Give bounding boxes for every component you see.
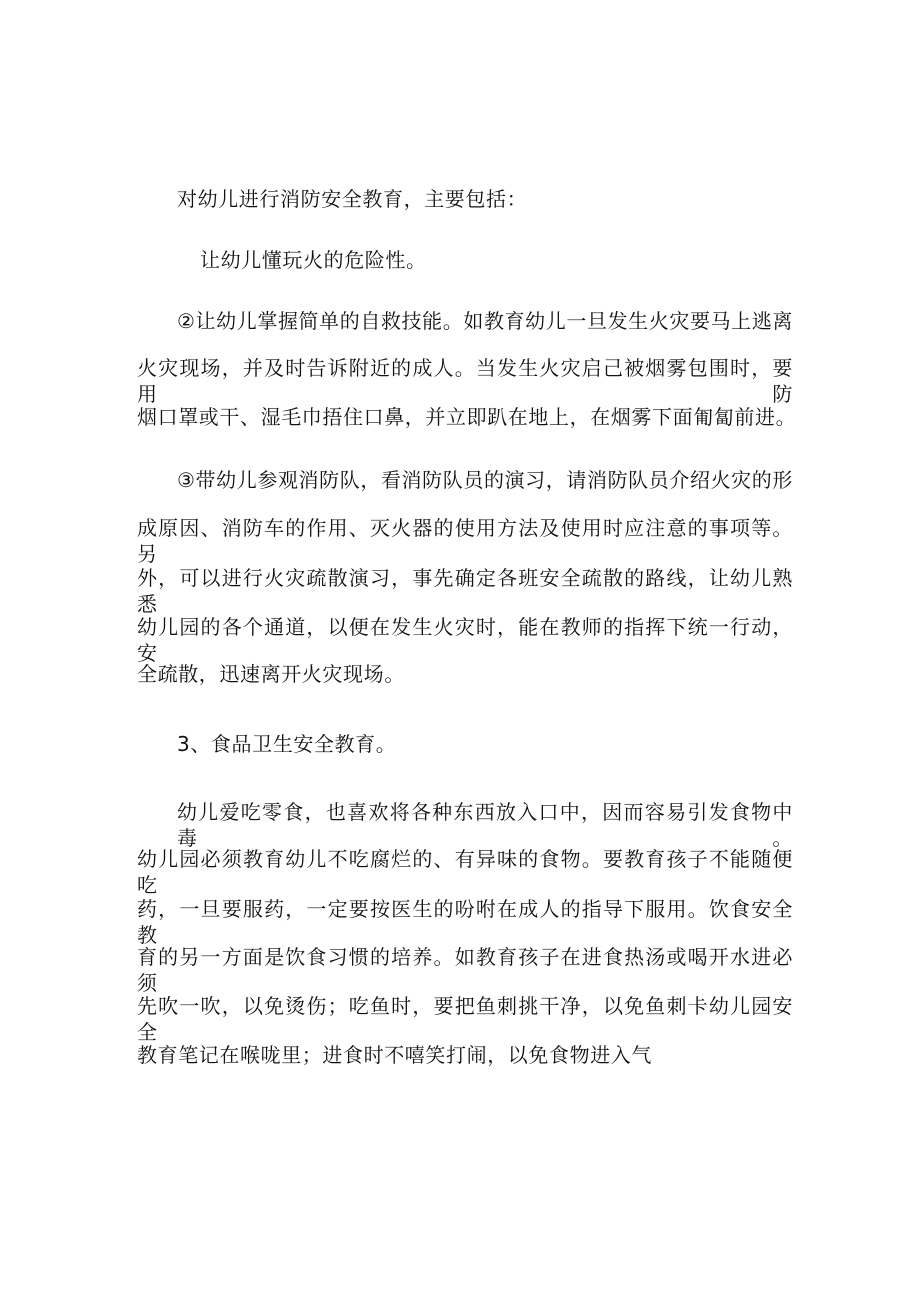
item-2-line-1: ②让幼儿掌握简单的自救技能。如教育幼儿一旦发生火灾要马上逃离 (177, 309, 793, 333)
section-3-line-3: 药，一旦要服药，一定要按医生的吩咐在成人的指导下服用。饮食安全教 (137, 897, 793, 947)
section-3-line-4: 育的另一方面是饮食习惯的培养。如教育孩子在进食热汤或喝开水进必须 (137, 945, 793, 995)
item-3-line-3: 外，可以进行火灾疏散演习，事先确定各班安全疏散的路线，让幼儿熟悉 (137, 566, 793, 616)
section-3-line-2: 幼儿园必须教育幼儿不吃腐烂的、有异味的食物。要教育孩子不能随便吃 (137, 847, 793, 897)
item-2-line-2: 火灾现场，并及时告诉附近的成人。当发生火灾启己被烟雾包围时，要用防 (137, 356, 793, 406)
section-3-heading: 3、食品卫生安全教育。 (177, 732, 397, 756)
item-3-line-1: ③带幼儿参观消防队，看消防队员的演习，请消防队员介绍火灾的形 (177, 468, 793, 492)
item-1-text: 让幼儿懂玩火的危险性。 (200, 248, 427, 272)
section-3-line-1: 幼儿爱吃零食，也喜欢将各种东西放入口中，因而容易引发食物中毒。 (177, 800, 793, 850)
item-2-line-3: 烟口罩或干、湿毛巾捂住口鼻，并立即趴在地上，在烟雾下面匍匐前进。 (137, 405, 797, 429)
item-3-line-5: 全疏散，迅速离开火灾现场。 (137, 662, 405, 686)
intro-text: 对幼儿进行消防安全教育，主要包括： (177, 187, 528, 211)
item-3-line-2: 成原因、消防车的作用、灭火器的使用方法及使用时应注意的事项等。另 (137, 516, 793, 566)
section-3-line-6: 教育笔记在喉咙里；进食时不嘻笑打闹，以免食物进入气 (137, 1043, 652, 1067)
section-3-line-5: 先吹一吹，以免烫伤；吃鱼时，要把鱼刺挑干净，以免鱼刺卡幼儿园安全 (137, 994, 793, 1044)
item-3-line-4: 幼儿园的各个通道，以便在发生火灾时，能在教师的指挥下统一行动，安 (137, 615, 793, 665)
